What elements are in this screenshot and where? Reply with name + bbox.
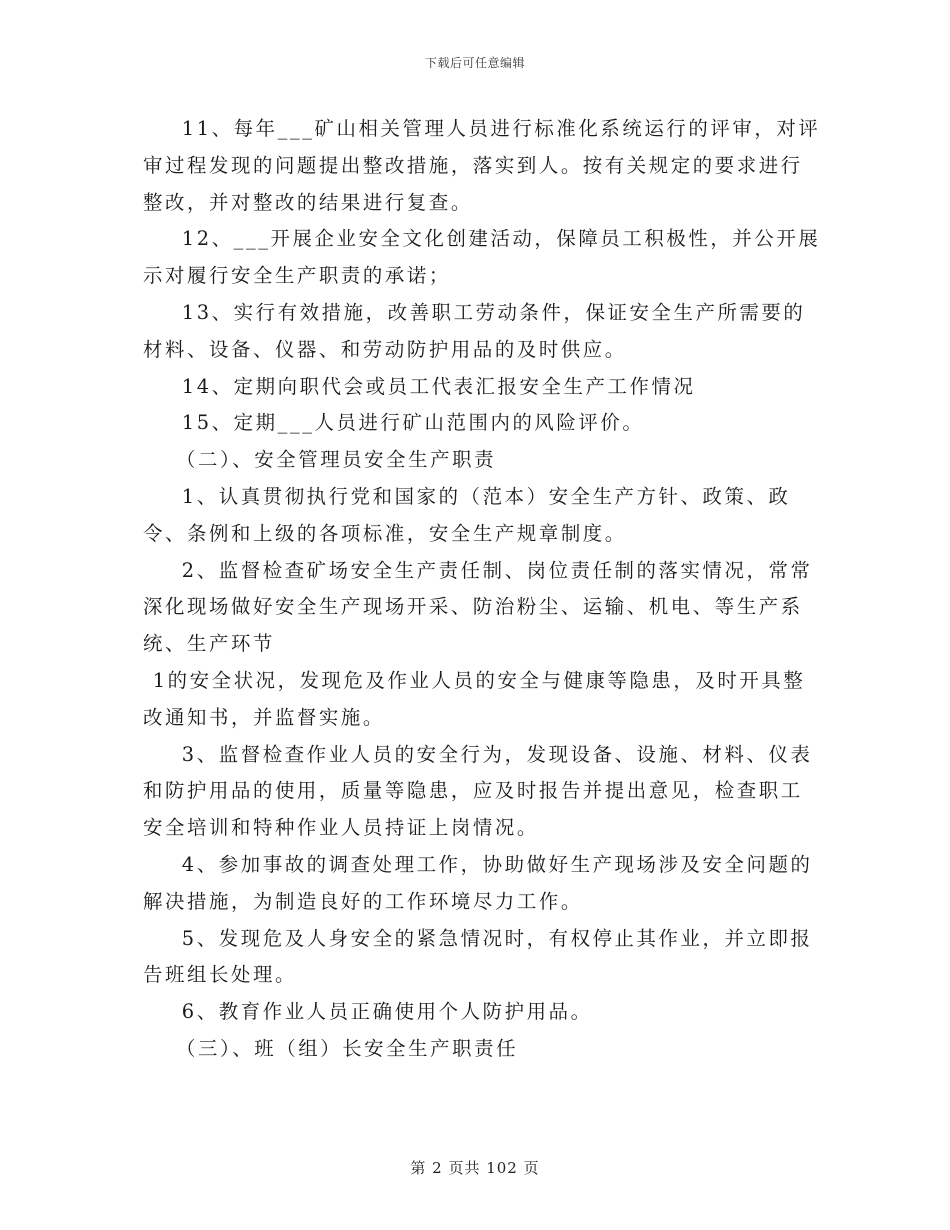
paragraph-item-13: 13、实行有效措施，改善职工劳动条件，保证安全生产所需要的材料、设备、仪器、和劳动防护用品的及时供应。: [143, 300, 806, 361]
paragraph-item-6: 6、教育作业人员正确使用个人防护用品。: [181, 1000, 593, 1024]
paragraph-item-15: 15、定期___人员进行矿山范围内的风险评价。: [181, 411, 645, 435]
page-number-footer: 第 2 页共 102 页: [410, 1159, 540, 1177]
paragraph-item-2: 2、监督检查矿场安全生产责任制、岗位责任制的落实情况，常常深化现场做好安全生产现场开采、防治粉尘、运输、机电、等生产系统、生产环节: [143, 558, 813, 656]
paragraph-item-12: 12、___开展企业安全文化创建活动，保障员工积极性，并公开展示对履行安全生产职责的承诺；: [143, 227, 821, 288]
paragraph-item-5: 5、发现危及人身安全的紧急情况时，有权停止其作业，并立即报告班组长处理。: [143, 926, 813, 987]
paragraph-item-1: 1、认真贯彻执行党和国家的（范本）安全生产方针、政策、政令、条例和上级的各项标准，安全生产规章制度。: [143, 484, 791, 545]
page-header: 下载后可任意编辑: [424, 56, 525, 70]
section-heading-safety-officer: （二）、安全管理员安全生产职责: [175, 448, 497, 472]
paragraph-item-4: 4、参加事故的调查处理工作，协助做好生产现场涉及安全问题的解决措施，为制造良好的工作环境尽力工作。: [143, 852, 813, 913]
section-heading-team-leader: （三）、班（组）长安全生产职责任: [175, 1036, 519, 1060]
paragraph-item-3: 3、监督检查作业人员的安全行为，发现设备、设施、材料、仪表和防护用品的使用，质量等隐患，应及时报告并提出意见，检查职工安全培训和特种作业人员持证上岗情况。: [143, 742, 813, 840]
paragraph-item-11: 11、每年___矿山相关管理人员进行标准化系统运行的评审，对评审过程发现的问题提出整改措施，落实到人。按有关规定的要求进行整改，并对整改的结果进行复查。: [143, 117, 821, 214]
paragraph-item-2-continued: 1的安全状况，发现危及作业人员的安全与健康等隐患，及时开具整改通知书，并监督实施。: [143, 668, 806, 729]
paragraph-item-14: 14、定期向职代会或员工代表汇报安全生产工作情况: [181, 374, 696, 398]
document-body: [143, 111, 823, 1068]
